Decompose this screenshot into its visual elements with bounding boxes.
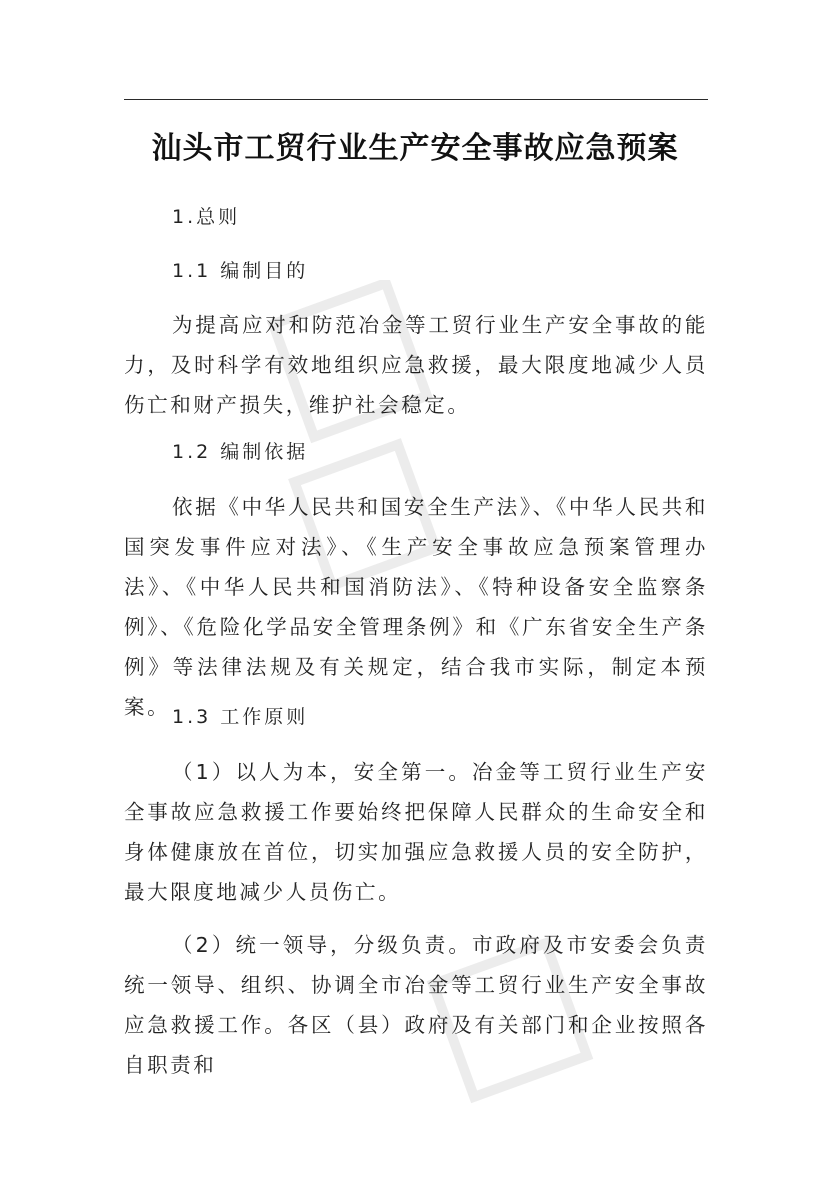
section-heading-1-1: 1.1 编制目的 (172, 260, 309, 282)
paragraph-basis: 依据《中华人民共和国安全生产法》、《中华人民共和国突发事件应对法》、《生产安全事故应急预案管理办法》、《中华人民共和国消防法》、《特种设备安全监察条例》、《危险化学品安全管理条例》和《广东省安全生产条例》等法律法规及有关规定，结合我市实际，制定本预案。 (124, 495, 708, 719)
section-heading-1: 1.总则 (172, 206, 241, 228)
paragraph-principle-1: （1）以人为本，安全第一。冶金等工贸行业生产安全事故应急救援工作要始终把保障人民群众的生命安全和身体健康放在首位，切实加强应急救援人员的安全防护，最大限度地减少人员伤亡。 (124, 760, 708, 904)
paragraph-purpose: 为提高应对和防范冶金等工贸行业生产安全事故的能力，及时科学有效地组织应急救援，最大限度地减少人员伤亡和财产损失，维护社会稳定。 (124, 313, 708, 417)
paragraph-principle-2: （2）统一领导，分级负责。市政府及市安委会负责统一领导、组织、协调全市冶金等工贸行业生产安全事故应急救援工作。各区（县）政府及有关部门和企业按照各自职责和 (124, 933, 708, 1077)
document-title: 汕头市工贸行业生产安全事故应急预案 (151, 131, 679, 166)
section-heading-1-3: 1.3 工作原则 (172, 706, 309, 728)
section-heading-1-2: 1.2 编制依据 (172, 441, 309, 463)
header-rule (124, 99, 708, 100)
